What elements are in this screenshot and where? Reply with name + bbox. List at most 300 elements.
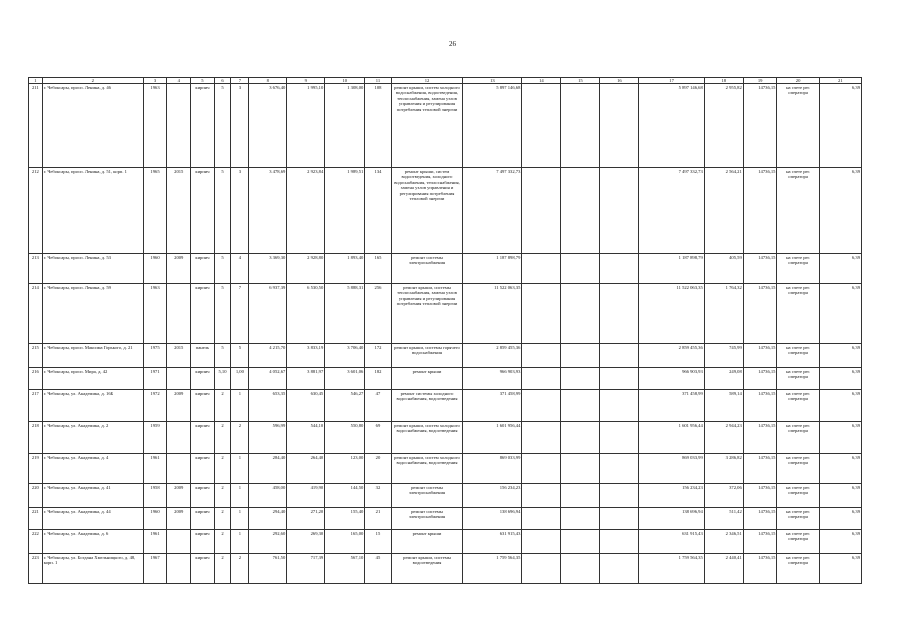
cell-unit-cost: 745,99 — [704, 344, 743, 368]
cell-material: кирпич — [191, 530, 214, 554]
cell-a-res: 544,10 — [287, 422, 325, 454]
cell-address: г. Чебоксары, ул. Академика, д. 16Б — [42, 390, 143, 422]
cell-works: ремонт крыши, систем холодного водоснабжения, водоотведения — [391, 422, 463, 454]
cell-year: 1961 — [143, 454, 166, 484]
cell-floors: 2 — [214, 554, 231, 584]
column-number-13: 13 — [463, 78, 522, 84]
cell-c14 — [522, 84, 561, 168]
column-number-7: 7 — [231, 78, 249, 84]
cell-floors: 2 — [214, 454, 231, 484]
cell-method: на счете рег. оператора — [777, 422, 819, 454]
cell-floors: 2 — [214, 530, 231, 554]
cell-c14 — [522, 530, 561, 554]
cell-a-res: 6 530,50 — [287, 284, 325, 344]
cell-year: 1960 — [143, 508, 166, 530]
column-number-2: 2 — [42, 78, 143, 84]
cell-n: 221 — [29, 508, 43, 530]
column-number-12: 12 — [391, 78, 463, 84]
cell-material: кирпич — [191, 168, 214, 254]
cell-people: 47 — [365, 390, 391, 422]
cell-c15 — [561, 530, 600, 554]
cell-works: ремонт крыши — [391, 530, 463, 554]
cell-tariff: 6,39 — [819, 530, 861, 554]
cell-address: г. Чебоксары, ул. Академика, д. 4 — [42, 454, 143, 484]
cell-limit: 14736,15 — [743, 284, 777, 344]
cell-year-rec: 2009 — [167, 484, 191, 508]
cell-c17: 371 458,99 — [639, 390, 704, 422]
cell-limit: 14736,15 — [743, 454, 777, 484]
cell-c16 — [600, 454, 639, 484]
cell-c16 — [600, 484, 639, 508]
cell-floors: 5 — [214, 284, 231, 344]
cell-works: ремонт крыши — [391, 368, 463, 390]
cell-people: 45 — [365, 554, 391, 584]
cell-unit-cost: 372,06 — [704, 484, 743, 508]
cell-c16 — [600, 254, 639, 284]
cell-cost-total: 1 759 564,35 — [463, 554, 522, 584]
column-number-3: 3 — [143, 78, 166, 84]
column-number-10: 10 — [325, 78, 365, 84]
cell-cost-total: 966 903,93 — [463, 368, 522, 390]
cell-works: ремонт системы электроснабжения — [391, 254, 463, 284]
cell-entr: 1 — [231, 508, 249, 530]
cell-a-priv: 155,40 — [325, 508, 365, 530]
cell-a-res: 717,39 — [287, 554, 325, 584]
cell-c14 — [522, 422, 561, 454]
cell-limit: 14736,15 — [743, 390, 777, 422]
cell-material: кирпич — [191, 422, 214, 454]
cell-material: кирпич — [191, 284, 214, 344]
table-row — [29, 84, 862, 168]
cell-entr: 1 — [231, 484, 249, 508]
cell-limit: 14736,15 — [743, 422, 777, 454]
cell-entr: 1,00 — [231, 368, 249, 390]
cell-cost-total: 2 859 455,36 — [463, 344, 522, 368]
cell-method: на счете рег. оператора — [777, 368, 819, 390]
cell-method: на счете рег. оператора — [777, 484, 819, 508]
cell-floors: 2 — [214, 422, 231, 454]
cell-c17: 1 187 898,79 — [639, 254, 704, 284]
cell-tariff: 6,39 — [819, 284, 861, 344]
cell-tariff: 6,39 — [819, 454, 861, 484]
cell-year: 1967 — [143, 554, 166, 584]
cell-material: кирпич — [191, 84, 214, 168]
cell-works: ремонт системы электроснабжения — [391, 508, 463, 530]
cell-works: ремонт крыши, системы теплоснабжения, замена узлов управления и регулирования потребления тепловой энергии — [391, 284, 463, 344]
cell-a-total: 458,00 — [249, 484, 287, 508]
page-number: 26 — [449, 40, 456, 48]
cell-a-total: 596,99 — [249, 422, 287, 454]
column-number-16: 16 — [600, 78, 639, 84]
cell-c17: 11 522 063,35 — [639, 284, 704, 344]
cell-works: ремонт крыши, системы водоотведения — [391, 554, 463, 584]
cell-unit-cost: 2 944,23 — [704, 422, 743, 454]
cell-address: г. Чебоксары, ул. Академика, д. 6 — [42, 530, 143, 554]
cell-c17: 138 696,94 — [639, 508, 704, 530]
table-row — [29, 168, 862, 254]
table-row — [29, 530, 862, 554]
column-number-1: 1 — [29, 78, 43, 84]
cell-unit-cost: 2 440,41 — [704, 554, 743, 584]
cell-n: 212 — [29, 168, 43, 254]
column-number-17: 17 — [639, 78, 704, 84]
cell-c14 — [522, 168, 561, 254]
cell-limit: 14736,15 — [743, 508, 777, 530]
cell-year-rec — [167, 454, 191, 484]
cell-limit: 14736,15 — [743, 554, 777, 584]
cell-year: 1975 — [143, 344, 166, 368]
table-row — [29, 508, 862, 530]
cell-limit: 14736,15 — [743, 530, 777, 554]
cell-c14 — [522, 344, 561, 368]
cell-year-rec — [167, 84, 191, 168]
cell-a-priv: 3 601,06 — [325, 368, 365, 390]
cell-cost-total: 7 497 332,73 — [463, 168, 522, 254]
cell-a-res: 1 995,10 — [287, 84, 325, 168]
table-row — [29, 390, 862, 422]
cell-c14 — [522, 554, 561, 584]
cell-c16 — [600, 84, 639, 168]
cell-n: 220 — [29, 484, 43, 508]
cell-a-total: 3 369,30 — [249, 254, 287, 284]
cell-a-res: 271,20 — [287, 508, 325, 530]
column-number-8: 8 — [249, 78, 287, 84]
cell-method: на счете рег. оператора — [777, 508, 819, 530]
cell-year-rec — [167, 422, 191, 454]
cell-year: 1963 — [143, 284, 166, 344]
cell-floors: 2 — [214, 390, 231, 422]
cell-year-rec: 2015 — [167, 344, 191, 368]
column-number-18: 18 — [704, 78, 743, 84]
cell-a-priv: 165,00 — [325, 530, 365, 554]
table-row — [29, 344, 862, 368]
cell-a-res: 2 928,80 — [287, 254, 325, 284]
cell-c14 — [522, 390, 561, 422]
cell-address: г. Чебоксары, просп. Ленина, д. 46 — [42, 84, 143, 168]
cell-material: кирпич — [191, 368, 214, 390]
cell-people: 165 — [365, 254, 391, 284]
cell-method: на счете рег. оператора — [777, 84, 819, 168]
cell-c15 — [561, 168, 600, 254]
cell-c16 — [600, 368, 639, 390]
cell-cost-total: 1 601 956,44 — [463, 422, 522, 454]
cell-year-rec: 2009 — [167, 254, 191, 284]
column-number-20: 20 — [777, 78, 819, 84]
cell-address: г. Чебоксары, просп. Ленина, д. 51, корп. 1 — [42, 168, 143, 254]
cell-n: 216 — [29, 368, 43, 390]
cell-material: кирпич — [191, 390, 214, 422]
cell-tariff: 6,39 — [819, 254, 861, 284]
cell-c14 — [522, 254, 561, 284]
cell-a-total: 3 478,69 — [249, 168, 287, 254]
cell-c17: 2 859 455,36 — [639, 344, 704, 368]
cell-people: 20 — [365, 454, 391, 484]
cell-tariff: 6,39 — [819, 344, 861, 368]
cell-method: на счете рег. оператора — [777, 390, 819, 422]
table-row — [29, 554, 862, 584]
cell-c15 — [561, 368, 600, 390]
cell-a-total: 294,40 — [249, 508, 287, 530]
cell-year: 1963 — [143, 84, 166, 168]
column-number-21: 21 — [819, 78, 861, 84]
cell-cost-total: 156 234,23 — [463, 484, 522, 508]
cell-cost-total: 1 187 898,79 — [463, 254, 522, 284]
cell-entr: 5 — [231, 344, 249, 368]
cell-c15 — [561, 554, 600, 584]
cell-method: на счете рег. оператора — [777, 554, 819, 584]
cell-year: 1959 — [143, 422, 166, 454]
cell-method: на счете рег. оператора — [777, 530, 819, 554]
cell-address: г. Чебоксары, просп. Ленина, д. 53 — [42, 254, 143, 284]
cell-a-res: 264,40 — [287, 454, 325, 484]
cell-entr: 2 — [231, 422, 249, 454]
cell-tariff: 6,39 — [819, 168, 861, 254]
cell-a-res: 269,30 — [287, 530, 325, 554]
cell-c15 — [561, 254, 600, 284]
cell-unit-cost: 3 286,82 — [704, 454, 743, 484]
cell-people: 69 — [365, 422, 391, 454]
cell-year-rec — [167, 530, 191, 554]
cell-a-priv: 3 706,40 — [325, 344, 365, 368]
repair-program-table — [28, 77, 862, 584]
cell-a-total: 3 676,40 — [249, 84, 287, 168]
cell-c17: 631 915,43 — [639, 530, 704, 554]
cell-works: ремонт крыши, систем холодного водоснабжения, водоотведения — [391, 454, 463, 484]
cell-entr: 7 — [231, 284, 249, 344]
cell-unit-cost: 405,59 — [704, 254, 743, 284]
cell-entr: 3 — [231, 168, 249, 254]
cell-c16 — [600, 168, 639, 254]
column-number-14: 14 — [522, 78, 561, 84]
cell-works: ремонт крыши, систем водоотведения, холодного водоснабжения, теплоснабжения, замена узлов управления и регулирования потребления тепловой энергии — [391, 168, 463, 254]
cell-cost-total: 869 033,99 — [463, 454, 522, 484]
cell-people: 15 — [365, 530, 391, 554]
cell-a-total: 4 052,67 — [249, 368, 287, 390]
cell-unit-cost: 511,42 — [704, 508, 743, 530]
cell-c17: 966 903,93 — [639, 368, 704, 390]
cell-entr: 1 — [231, 390, 249, 422]
cell-a-total: 4 215,70 — [249, 344, 287, 368]
cell-floors: 5 — [214, 344, 231, 368]
cell-floors: 2 — [214, 508, 231, 530]
cell-c15 — [561, 284, 600, 344]
table-row — [29, 422, 862, 454]
cell-people: 32 — [365, 484, 391, 508]
cell-material: кирпич — [191, 554, 214, 584]
cell-limit: 14736,15 — [743, 84, 777, 168]
cell-people: 21 — [365, 508, 391, 530]
cell-c15 — [561, 390, 600, 422]
column-number-9: 9 — [287, 78, 325, 84]
cell-year-rec: 2009 — [167, 390, 191, 422]
cell-c17: 7 497 332,73 — [639, 168, 704, 254]
cell-cost-total: 5 897 146,68 — [463, 84, 522, 168]
cell-address: г. Чебоксары, ул. Академика, д. 41 — [42, 484, 143, 508]
cell-year: 1971 — [143, 368, 166, 390]
cell-people: 182 — [365, 368, 391, 390]
cell-year-rec — [167, 554, 191, 584]
cell-entr: 1 — [231, 454, 249, 484]
cell-limit: 14736,15 — [743, 368, 777, 390]
cell-unit-cost: 2 564,21 — [704, 168, 743, 254]
cell-unit-cost: 2 346,51 — [704, 530, 743, 554]
cell-c14 — [522, 484, 561, 508]
cell-a-priv: 1 989,51 — [325, 168, 365, 254]
cell-a-res: 3 881,97 — [287, 368, 325, 390]
column-number-4: 4 — [167, 78, 191, 84]
cell-unit-cost: 589,14 — [704, 390, 743, 422]
cell-c14 — [522, 508, 561, 530]
cell-method: на счете рег. оператора — [777, 254, 819, 284]
cell-works: ремонт крыши, системы горячего водоснабжения — [391, 344, 463, 368]
cell-unit-cost: 1 764,32 — [704, 284, 743, 344]
cell-c15 — [561, 84, 600, 168]
cell-a-total: 761,50 — [249, 554, 287, 584]
cell-n: 222 — [29, 530, 43, 554]
cell-c15 — [561, 508, 600, 530]
cell-limit: 14736,15 — [743, 254, 777, 284]
cell-a-total: 292,60 — [249, 530, 287, 554]
cell-cost-total: 631 915,43 — [463, 530, 522, 554]
column-number-19: 19 — [743, 78, 777, 84]
cell-address: г. Чебоксары, просп. Ленина, д. 59 — [42, 284, 143, 344]
cell-a-res: 419,90 — [287, 484, 325, 508]
cell-a-priv: 5 888,31 — [325, 284, 365, 344]
cell-a-priv: 567,10 — [325, 554, 365, 584]
table-row — [29, 254, 862, 284]
cell-works: ремонт системы холодного водоснабжения, водоотведения — [391, 390, 463, 422]
cell-c15 — [561, 484, 600, 508]
cell-address: г. Чебоксары, ул. Богдана Хмельницкого, д. 48, корп. 1 — [42, 554, 143, 584]
cell-c16 — [600, 344, 639, 368]
cell-address: г. Чебоксары, просп. Максима Горького, д. 21 — [42, 344, 143, 368]
cell-c14 — [522, 454, 561, 484]
cell-a-res: 3 833,19 — [287, 344, 325, 368]
cell-c17: 156 234,23 — [639, 484, 704, 508]
table-row — [29, 284, 862, 344]
cell-method: на счете рег. оператора — [777, 454, 819, 484]
cell-material: кирпич — [191, 484, 214, 508]
cell-tariff: 6,39 — [819, 368, 861, 390]
cell-year: 1965 — [143, 168, 166, 254]
cell-address: г. Чебоксары, ул. Академика, д. 2 — [42, 422, 143, 454]
cell-address: г. Чебоксары, ул. Академика, д. 44 — [42, 508, 143, 530]
cell-year: 1958 — [143, 484, 166, 508]
cell-floors: 5 — [214, 254, 231, 284]
cell-a-priv: 144,50 — [325, 484, 365, 508]
cell-year-rec — [167, 368, 191, 390]
cell-year-rec — [167, 284, 191, 344]
cell-a-total: 6 937,39 — [249, 284, 287, 344]
cell-people: 108 — [365, 84, 391, 168]
cell-n: 213 — [29, 254, 43, 284]
cell-n: 215 — [29, 344, 43, 368]
cell-c16 — [600, 422, 639, 454]
cell-method: на счете рег. оператора — [777, 344, 819, 368]
cell-tariff: 6,39 — [819, 508, 861, 530]
cell-unit-cost: 2 955,82 — [704, 84, 743, 168]
table-row — [29, 368, 862, 390]
cell-limit: 14736,15 — [743, 344, 777, 368]
cell-material: панель — [191, 344, 214, 368]
cell-people: 172 — [365, 344, 391, 368]
cell-c17: 869 033,99 — [639, 454, 704, 484]
cell-entr: 1 — [231, 530, 249, 554]
column-number-15: 15 — [561, 78, 600, 84]
cell-n: 217 — [29, 390, 43, 422]
cell-year: 1960 — [143, 254, 166, 284]
cell-limit: 14736,15 — [743, 168, 777, 254]
cell-material: кирпич — [191, 454, 214, 484]
cell-a-priv: 1 893,40 — [325, 254, 365, 284]
cell-floors: 5,10 — [214, 368, 231, 390]
cell-n: 218 — [29, 422, 43, 454]
cell-limit: 14736,15 — [743, 484, 777, 508]
cell-n: 223 — [29, 554, 43, 584]
cell-c17: 1 759 564,35 — [639, 554, 704, 584]
cell-year: 1961 — [143, 530, 166, 554]
cell-c16 — [600, 554, 639, 584]
cell-tariff: 6,39 — [819, 422, 861, 454]
cell-c16 — [600, 390, 639, 422]
cell-a-res: 2 923,84 — [287, 168, 325, 254]
cell-c15 — [561, 344, 600, 368]
cell-a-total: 653,35 — [249, 390, 287, 422]
cell-c16 — [600, 284, 639, 344]
cell-year-rec: 2015 — [167, 168, 191, 254]
cell-tariff: 6,39 — [819, 390, 861, 422]
table-row — [29, 454, 862, 484]
cell-tariff: 6,39 — [819, 554, 861, 584]
cell-a-priv: 550,80 — [325, 422, 365, 454]
cell-material: кирпич — [191, 254, 214, 284]
cell-entr: 2 — [231, 554, 249, 584]
cell-n: 219 — [29, 454, 43, 484]
cell-people: 256 — [365, 284, 391, 344]
cell-method: на счете рег. оператора — [777, 168, 819, 254]
column-number-6: 6 — [214, 78, 231, 84]
cell-tariff: 6,39 — [819, 484, 861, 508]
cell-c15 — [561, 422, 600, 454]
cell-floors: 5 — [214, 84, 231, 168]
cell-address: г. Чебоксары, просп. Мира, д. 42 — [42, 368, 143, 390]
cell-cost-total: 138 696,94 — [463, 508, 522, 530]
cell-tariff: 6,39 — [819, 84, 861, 168]
cell-a-total: 284,40 — [249, 454, 287, 484]
cell-year: 1972 — [143, 390, 166, 422]
cell-c17: 5 897 146,68 — [639, 84, 704, 168]
cell-entr: 3 — [231, 84, 249, 168]
cell-unit-cost: 249,08 — [704, 368, 743, 390]
cell-c14 — [522, 284, 561, 344]
cell-a-priv: 546,27 — [325, 390, 365, 422]
cell-people: 134 — [365, 168, 391, 254]
cell-c14 — [522, 368, 561, 390]
cell-c16 — [600, 530, 639, 554]
cell-cost-total: 371 458,99 — [463, 390, 522, 422]
cell-a-priv: 123,00 — [325, 454, 365, 484]
cell-cost-total: 11 522 063,35 — [463, 284, 522, 344]
cell-method: на счете рег. оператора — [777, 284, 819, 344]
column-number-5: 5 — [191, 78, 214, 84]
cell-floors: 2 — [214, 484, 231, 508]
cell-c17: 1 601 956,44 — [639, 422, 704, 454]
column-number-11: 11 — [365, 78, 391, 84]
cell-a-priv: 1 308,00 — [325, 84, 365, 168]
cell-year-rec: 2009 — [167, 508, 191, 530]
cell-n: 211 — [29, 84, 43, 168]
table-row — [29, 484, 862, 508]
